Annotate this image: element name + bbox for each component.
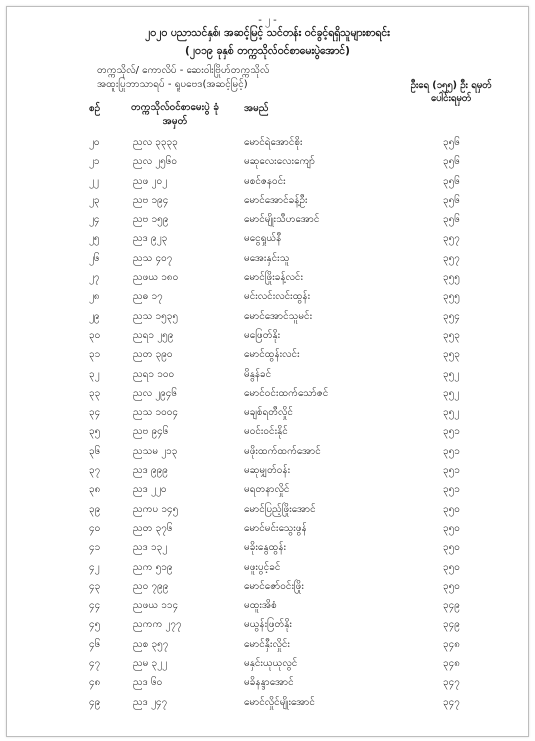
cell-reg-number: ညလ ၂၅၆၀ bbox=[133, 156, 178, 168]
column-header-marks: ဦးရေ (၁၅၅) ဦး ရမှတ်ပေါင်းရမှတ် bbox=[410, 80, 492, 104]
cell-no: ၃၆ bbox=[89, 445, 101, 457]
cell-reg-number: ညဝ ၇၉၉ bbox=[133, 580, 169, 592]
cell-marks: ၃၅၆ bbox=[443, 156, 460, 168]
cell-marks: ၃၅၀ bbox=[443, 522, 460, 534]
table-row bbox=[7, 191, 528, 210]
cell-no: ၄၅ bbox=[89, 619, 101, 631]
cell-marks: ၃၅၂ bbox=[443, 368, 460, 380]
cell-reg-number: ညမ ၃၂၂ bbox=[133, 658, 168, 670]
cell-marks: ၃၅၅ bbox=[443, 272, 460, 284]
cell-no: ၄၈ bbox=[89, 677, 101, 689]
cell-marks: ၃၅၅ bbox=[443, 291, 460, 303]
cell-reg-number: ညသ ၄၀၇ bbox=[133, 252, 173, 264]
cell-no: ၄၇ bbox=[89, 658, 101, 670]
cell-name: မခိုးနွေထွန်း bbox=[244, 542, 287, 554]
cell-name: မင်းလင်းလင်းထွန်း bbox=[244, 291, 311, 303]
cell-marks: ၃၄၇ bbox=[443, 696, 460, 708]
cell-name: မောင်ပြည့်ဖြိုးအောင် bbox=[244, 503, 316, 515]
cell-name: မငွေရှုယ်နီ bbox=[244, 233, 282, 245]
cell-marks: ၃၅၆ bbox=[443, 175, 460, 187]
cell-no: ၃၈ bbox=[89, 484, 101, 496]
table-row bbox=[7, 249, 528, 268]
cell-name: မရတနာလှိုင် bbox=[244, 484, 290, 496]
table-row bbox=[7, 384, 528, 403]
cell-reg-number: ညက ၅၁၉ bbox=[133, 561, 173, 573]
cell-name: မဆုလေးလေးကျော် bbox=[244, 156, 315, 168]
table-row bbox=[7, 307, 528, 326]
cell-reg-number: ညလ ၃၃၃၃ bbox=[133, 137, 178, 148]
cell-name: မခိနန္ဒာအောင် bbox=[244, 677, 294, 689]
cell-name: မဖိုးထက်ထက်အောင် bbox=[244, 445, 321, 457]
cell-no: ၂၇ bbox=[89, 272, 100, 284]
cell-name: မောင်ရဲအောင်စိုး bbox=[244, 137, 303, 148]
cell-name: မောင်မင်းသွေးဖွန် bbox=[244, 522, 307, 534]
cell-reg-number: ညရ၁ ၁၀၀ bbox=[133, 368, 175, 380]
cell-no: ၄၂ bbox=[89, 561, 100, 573]
cell-marks: ၃၅၆ bbox=[443, 137, 460, 148]
cell-reg-number: ညဒ ၉၉၉ bbox=[133, 465, 168, 477]
cell-reg-number: ညကပ ၁၄၅ bbox=[133, 503, 179, 515]
cell-name: မိနွန်ခင် bbox=[244, 368, 272, 380]
cell-name: မောင်လှိုင်မျိုးအောင် bbox=[244, 696, 315, 708]
table-row bbox=[7, 635, 528, 654]
column-header-reg: တက္ကသိုလ်ဝင်စာမေးပွဲ ခုံအမှတ် bbox=[131, 102, 219, 127]
cell-no: ၄၀ bbox=[89, 522, 101, 534]
cell-name: မဖြေတ်နိုး bbox=[244, 329, 281, 341]
cell-name: မဝင်းဝင်းနိုင် bbox=[244, 426, 288, 438]
table-row bbox=[7, 172, 528, 191]
cell-name: မောင်နှီးလှိုင်း bbox=[244, 638, 290, 650]
table-row bbox=[7, 152, 528, 171]
cell-reg-number: ညသ ၁၀၀၄ bbox=[133, 407, 179, 419]
cell-marks: ၃၅၀ bbox=[443, 542, 460, 554]
table-row bbox=[7, 538, 528, 557]
table-row bbox=[7, 480, 528, 499]
table-row bbox=[7, 654, 528, 673]
cell-no: ၃၅ bbox=[89, 426, 101, 438]
cell-reg-number: ညဒ ၂၂၀ bbox=[133, 484, 167, 496]
cell-reg-number: ညဒ ၂၄၇ bbox=[133, 696, 168, 708]
results-table bbox=[7, 133, 528, 712]
cell-no: ၂၁ bbox=[89, 156, 100, 168]
cell-no: ၂၃ bbox=[89, 194, 100, 206]
cell-no: ၂၆ bbox=[89, 252, 100, 264]
cell-marks: ၃၄၉ bbox=[443, 619, 460, 631]
cell-reg-number: ညဗ ၉၄၆ bbox=[133, 426, 169, 438]
cell-marks: ၃၄၈ bbox=[443, 638, 460, 650]
cell-no: ၃၇ bbox=[89, 465, 101, 477]
cell-reg-number: ညဒ ၉၂၃ bbox=[133, 233, 168, 245]
cell-no: ၂၅ bbox=[89, 233, 100, 245]
cell-marks: ၃၅၆ bbox=[443, 194, 460, 206]
table-row bbox=[7, 287, 528, 306]
table-row bbox=[7, 615, 528, 634]
cell-marks: ၃၅၁ bbox=[443, 484, 460, 496]
table-row bbox=[7, 442, 528, 461]
cell-reg-number: ညဒ ၆၀ bbox=[133, 677, 163, 689]
cell-no: ၄၆ bbox=[89, 638, 101, 650]
cell-no: ၃၂ bbox=[89, 368, 100, 380]
table-row bbox=[7, 345, 528, 364]
cell-marks: ၃၅၃ bbox=[443, 349, 460, 361]
cell-no: ၃၀ bbox=[89, 329, 101, 341]
cell-name: မောင်အောင်ခန့်ဦး bbox=[244, 194, 308, 206]
cell-no: ၄၄ bbox=[89, 600, 101, 612]
cell-marks: ၃၅၇ bbox=[443, 252, 460, 264]
table-row bbox=[7, 673, 528, 692]
cell-no: ၂၈ bbox=[89, 291, 100, 303]
cell-marks: ၃၅၀ bbox=[443, 580, 460, 592]
cell-marks: ၃၄၈ bbox=[443, 658, 460, 670]
cell-reg-number: ညတ ၃၉၀ bbox=[133, 349, 173, 361]
cell-name: မချစ်ရတီလှိုင် bbox=[244, 407, 293, 419]
cell-marks: ၃၅၆ bbox=[443, 214, 460, 226]
cell-marks: ၃၅၁ bbox=[443, 465, 460, 477]
cell-name: မောင်ထွန်းလင်း bbox=[244, 349, 300, 361]
cell-name: မောင်မျိုးသီဟအောင် bbox=[244, 214, 320, 226]
table-row bbox=[7, 558, 528, 577]
cell-no: ၂၀ bbox=[89, 137, 100, 148]
cell-no: ၄၃ bbox=[89, 580, 101, 592]
table-row bbox=[7, 461, 528, 480]
cell-name: မစင်ဇနဝင်း bbox=[244, 175, 286, 187]
cell-marks: ၃၅၀ bbox=[443, 503, 460, 515]
cell-reg-number: ညဗ ၁၉၄ bbox=[133, 194, 169, 206]
cell-no: ၃၃ bbox=[89, 387, 101, 399]
cell-name: မောင်ဖြိုးခန့်လင်း bbox=[244, 272, 303, 284]
table-row bbox=[7, 326, 528, 345]
table-row bbox=[7, 596, 528, 615]
column-header-no: စဉ် bbox=[89, 103, 101, 114]
cell-reg-number: ညသမ ၂၁၃ bbox=[133, 445, 178, 457]
cell-name: မောင်ဝင်းထက်သော်ဇင် bbox=[244, 387, 329, 399]
cell-reg-number: ညစ ၃၅၇ bbox=[133, 638, 169, 650]
cell-reg-number: ညရ၁ ၂၅၉ bbox=[133, 329, 174, 341]
stream-line: အထူးပြုဘာသာရပ် - ရူပဗေဒ(အဆင့်မြင့်) bbox=[97, 79, 248, 90]
cell-name: မောင်ဇော်ဝင်းဖြိုး bbox=[244, 580, 304, 592]
column-header-name: အမည် bbox=[244, 103, 269, 114]
cell-marks: ၃၅၁ bbox=[443, 445, 460, 457]
cell-marks: ၃၅၂ bbox=[443, 387, 460, 399]
cell-marks: ၃၅၄ bbox=[443, 310, 460, 322]
cell-marks: ၃၄၇ bbox=[443, 677, 460, 689]
table-row bbox=[7, 500, 528, 519]
cell-name: မအေးနှင်းသူ bbox=[244, 252, 290, 264]
cell-reg-number: ညဓ ၁၇ bbox=[133, 291, 163, 303]
table-row bbox=[7, 693, 528, 712]
cell-name: မောင်အောင်သူမင်း bbox=[244, 310, 313, 322]
cell-reg-number: ညဖ ၂၀၂ bbox=[133, 175, 168, 187]
table-row bbox=[7, 519, 528, 538]
cell-marks: ၃၅၇ bbox=[443, 233, 460, 245]
cell-reg-number: ညလ ၂၉၄၆ bbox=[133, 387, 178, 399]
table-row bbox=[7, 268, 528, 287]
cell-reg-number: ညဗ ၁၅၉ bbox=[133, 214, 169, 226]
page-number: - ၂ - bbox=[258, 15, 277, 26]
cell-name: မနှင်းယုယုလွင် bbox=[244, 658, 298, 670]
cell-marks: ၃၄၉ bbox=[443, 600, 460, 612]
table-row bbox=[7, 229, 528, 248]
table-row bbox=[7, 133, 528, 152]
cell-reg-number: ညတ ၃၇၆ bbox=[133, 522, 173, 534]
cell-marks: ၃၅၃ bbox=[443, 329, 460, 341]
cell-name: မယွန်းဖြတ်နိုး bbox=[244, 619, 292, 631]
university-line: တက္ကသိုလ်/ ကောလိပ် - ဆေးဝါးဗြိုဟ်တက္ကသိုလ် bbox=[97, 65, 270, 76]
cell-name: မဖူးပွင့်ခင် bbox=[244, 561, 281, 573]
cell-no: ၄၉ bbox=[89, 696, 101, 708]
cell-marks: ၃၅၁ bbox=[443, 426, 460, 438]
table-row bbox=[7, 210, 528, 229]
document-page bbox=[6, 6, 529, 737]
table-row bbox=[7, 422, 528, 441]
cell-no: ၂၂ bbox=[89, 175, 99, 187]
cell-reg-number: ညဖယ ၁၁၄ bbox=[133, 600, 179, 612]
cell-reg-number: ညဒ ၁၃၂ bbox=[133, 542, 168, 554]
cell-no: ၂၉ bbox=[89, 310, 100, 322]
cell-reg-number: ညကက ၂၇၇ bbox=[133, 619, 182, 631]
cell-reg-number: ညဖယ ၁၈၀ bbox=[133, 272, 179, 284]
cell-name: မထူးအိစံ bbox=[244, 600, 277, 612]
cell-no: ၂၄ bbox=[89, 214, 100, 226]
cell-no: ၃၉ bbox=[89, 503, 101, 515]
document-subtitle: (၂၀၁၉ ခုနှစ် တက္ကသိုလ်ဝင်စာမေးပွဲအောင်) bbox=[185, 45, 350, 57]
cell-no: ၃၁ bbox=[89, 349, 101, 361]
table-row bbox=[7, 403, 528, 422]
cell-marks: ၃၅၂ bbox=[443, 407, 460, 419]
table-row bbox=[7, 577, 528, 596]
cell-no: ၃၄ bbox=[89, 407, 101, 419]
document-title: ၂၀၂၀ ပညာသင်နှစ်၊ အဆင့်မြင့် သင်တန်း ဝင်ခွင့်ရရှိသူများစာရင်း bbox=[145, 27, 390, 39]
cell-reg-number: ညသ ၁၅၃၅ bbox=[133, 310, 179, 322]
cell-name: မဆုမျှတ်ဝန်း bbox=[244, 465, 291, 477]
table-row bbox=[7, 365, 528, 384]
cell-no: ၄၁ bbox=[89, 542, 101, 554]
cell-marks: ၃၅၀ bbox=[443, 561, 460, 573]
